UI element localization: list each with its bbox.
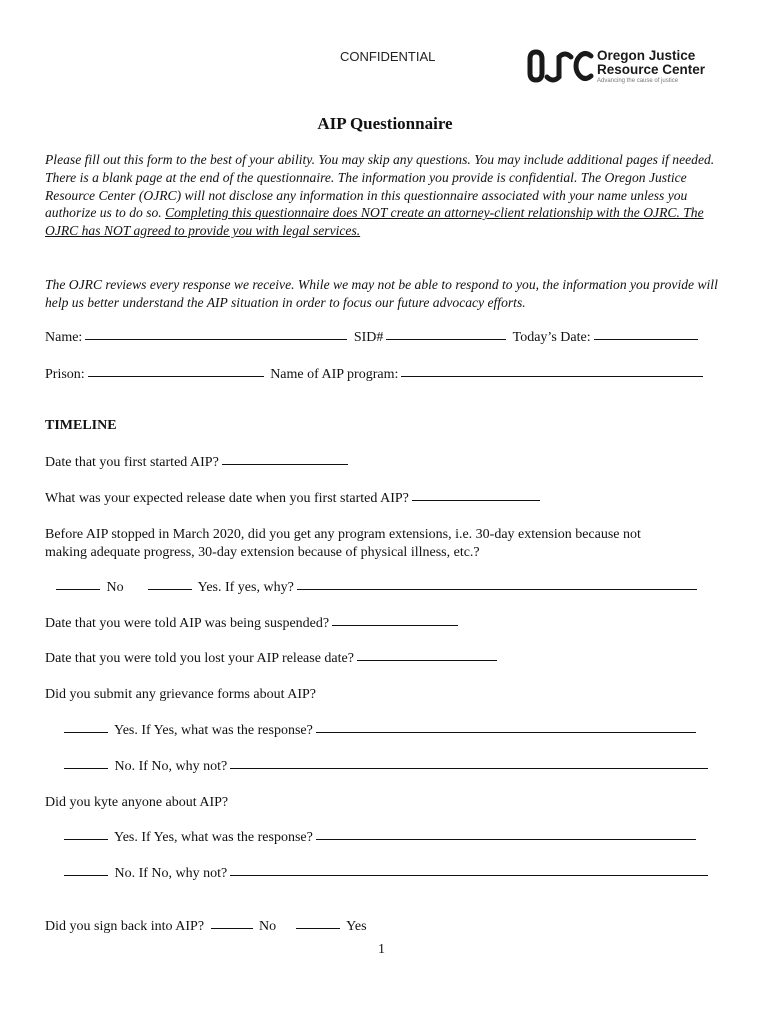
logo-org-line1: Oregon Justice: [597, 48, 696, 63]
kyte-no-label: No. If No, why not?: [114, 866, 228, 881]
q-told-suspended-text: Date that you were told AIP was being suspended?: [45, 616, 330, 631]
kyte-yes-option: [61, 830, 699, 846]
q-first-started: [45, 455, 351, 471]
personal-info-row-2: [45, 367, 706, 383]
grievance-no-option: [61, 759, 711, 775]
todays-date-label: Today’s Date:: [512, 330, 591, 345]
sign-back-no-field[interactable]: [211, 927, 253, 929]
kyte-no-field[interactable]: [64, 874, 108, 876]
q-kyte: Did you kyte anyone about AIP?: [45, 795, 229, 810]
q-told-suspended: [45, 616, 461, 632]
page-title: AIP Questionnaire: [317, 114, 453, 133]
extensions-yes-field[interactable]: [148, 588, 192, 590]
expected-release-date-field[interactable]: [412, 499, 540, 501]
sid-label: SID#: [353, 330, 384, 345]
sign-back-yes-label: Yes: [346, 919, 367, 934]
q-extensions-line1: Before AIP stopped in March 2020, did you get any program extensions, i.e. 30-day extension because not: [45, 527, 641, 542]
kyte-no-option: [61, 866, 711, 882]
intro-p1-text: Please fill out this form to the best of your ability. You may skip any questions. You may include additional pages if needed. There is a blank page at the end of the questionnaire. The information you provide is confidential. The Oregon Justice Resource Center (OJRC) will not disclose any information in this questionnaire associated with your name unless you authorize us to do so.: [45, 152, 715, 221]
q-expected-release: [45, 491, 543, 507]
logo-tagline: Advancing the cause of justice: [597, 78, 679, 84]
sign-back-yes-field[interactable]: [296, 927, 340, 929]
grievance-no-field[interactable]: [64, 767, 108, 769]
grievance-yes-label: Yes. If Yes, what was the response?: [113, 723, 313, 738]
intro-paragraph-1: [45, 151, 735, 240]
name-field[interactable]: [85, 338, 347, 340]
first-started-date-field[interactable]: [222, 463, 348, 465]
ojrc-logo-mark-icon: [525, 47, 595, 89]
intro-p1-disclaimer: Completing this questionnaire does NOT create an attorney-client relationship with the OJRC. The OJRC has NOT agreed to provide you with legal services.: [45, 205, 704, 239]
q-lost-release: [45, 651, 500, 667]
grievance-yes-option: [61, 723, 699, 739]
q-lost-release-text: Date that you were told you lost your AIP release date?: [45, 651, 354, 666]
told-suspended-date-field[interactable]: [332, 624, 458, 626]
aip-program-field[interactable]: [401, 375, 703, 377]
extensions-no-field[interactable]: [56, 588, 100, 590]
name-label: Name:: [45, 330, 83, 345]
q-extensions-line2: making adequate progress, 30-day extension because of physical illness, etc.?: [45, 545, 480, 560]
timeline-heading: TIMELINE: [45, 418, 117, 433]
extensions-options: [53, 580, 700, 596]
prison-field[interactable]: [88, 375, 264, 377]
q-sign-back: [45, 919, 367, 935]
q-first-started-text: Date that you first started AIP?: [45, 455, 219, 470]
kyte-why-not-field[interactable]: [230, 874, 708, 876]
sid-field[interactable]: [386, 338, 506, 340]
confidential-label: CONFIDENTIAL: [340, 49, 436, 64]
q-grievance: Did you submit any grievance forms about AIP?: [45, 687, 317, 702]
extensions-why-field[interactable]: [297, 588, 697, 590]
q-expected-release-text: What was your expected release date when you first started AIP?: [45, 491, 409, 506]
grievance-why-not-field[interactable]: [230, 767, 708, 769]
kyte-yes-field[interactable]: [64, 838, 108, 840]
grievance-yes-field[interactable]: [64, 731, 108, 733]
sign-back-no-label: No: [259, 919, 277, 934]
grievance-no-label: No. If No, why not?: [114, 759, 228, 774]
kyte-yes-label: Yes. If Yes, what was the response?: [113, 830, 313, 845]
logo-org-line2: Resource Center: [597, 62, 706, 77]
logo-org-name: [597, 49, 705, 77]
kyte-response-field[interactable]: [316, 838, 696, 840]
prison-label: Prison:: [45, 367, 85, 382]
todays-date-field[interactable]: [594, 338, 698, 340]
aip-program-label: Name of AIP program:: [270, 367, 399, 382]
grievance-response-field[interactable]: [316, 731, 696, 733]
extensions-no-label: No: [106, 580, 124, 595]
ojrc-logo: [525, 47, 715, 89]
lost-release-date-field[interactable]: [357, 659, 497, 661]
q-sign-back-text: Did you sign back into AIP?: [45, 919, 205, 934]
intro-paragraph-2: The OJRC reviews every response we receive. While we may not be able to respond to you, the information you provide will help us better understand the AIP situation in order to focus our future advocacy efforts.: [45, 277, 718, 310]
extensions-yes-label: Yes. If yes, why?: [197, 580, 294, 595]
personal-info-row-1: [45, 330, 701, 346]
page-number: 1: [378, 942, 385, 957]
